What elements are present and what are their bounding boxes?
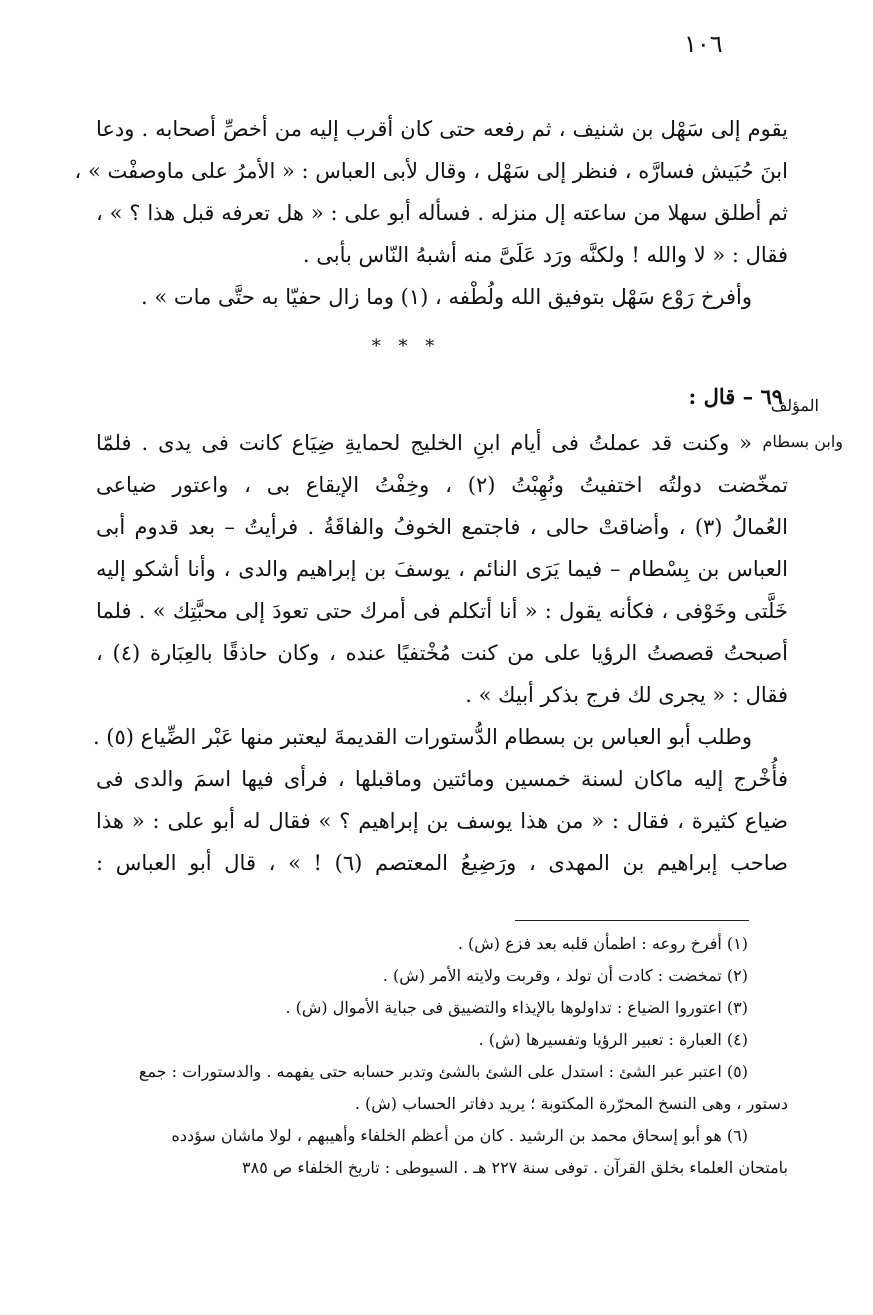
margin-note-author: المؤلف: [770, 396, 819, 415]
footnote: (٦) هو أبو إسحاق محمد بن الرشيد . كان من أعظم الخلفاء وأهيبهم ، لولا ماشان سؤدده: [171, 1126, 748, 1145]
margin-note-ibn-bistam: وابن بسطام: [762, 432, 843, 451]
text-line: أصبحتُ قصصتُ الرؤيا على من كنت مُخْتفيًا عنده ، وكان حاذقًا بالعِبَارة (٤) ،: [96, 641, 788, 665]
section-one-text: [74, 108, 788, 318]
footnote: (٥) اعتبر عبر الشئ : استدل على الشئ بالشئ وتدبر حسابه حتى يفهمه . والدستورات : جمع: [138, 1062, 748, 1081]
text-line: فقال : « لا والله ! ولكنَّه ورَد عَلَىَّ منه أشبهُ النّاس بأبى .: [302, 243, 788, 267]
text-line: تمخّضت دولتُه اختفيتُ ونُهِبْتُ (٢) ، وخِفْتُ الإيقاع بى ، واعتور ضياعى: [96, 473, 788, 497]
section-two-text: [92, 422, 788, 884]
footnote-continuation: دستور ، وهى النسخ المحرّرة المكتوبة ؛ يريد دفاتر الحساب (ش) .: [354, 1094, 788, 1113]
text-line: العباس بن بِسْطام – فيما يَرَى النائم ، يوسفَ بن إبراهيم والدى ، وأنا أشكو إليه: [96, 557, 788, 581]
footnote-divider: [515, 920, 749, 921]
text-line: فأُخْرج إليه ماكان لسنة خمسين ومائتين وماقبلها ، فرأى فيها اسمَ والدى فى: [96, 767, 788, 791]
page-number: ١٠٦: [684, 30, 723, 58]
text-line: فقال : « يجرى لك فرج بذكر أبيك » .: [465, 683, 788, 707]
section-separator: * * *: [371, 336, 441, 357]
text-line: وأفرخ رَوْع سَهْل بتوفيق الله ولُطْفه ، (١) وما زال حفيّا به حتَّى مات » .: [141, 285, 752, 309]
text-line: خَلَّتى وخَوْفى ، فكأنه يقول : « أنا أتكلم فى أمرك حتى تعودَ إلى محبَّتِك » . فلما: [96, 599, 788, 623]
footnote: (٢) تمخضت : كادت أن تولد ، وقربت ولايته الأمر (ش) .: [382, 966, 748, 985]
text-line: ابنَ حُبَيش فسارَّه ، فنظر إلى سَهْل ، وقال لأبى العباس : « الأمرُ على ماوصفْت » ،: [74, 159, 788, 183]
footnote: (٤) العبارة : تعبير الرؤيا وتفسيرها (ش) .: [478, 1030, 748, 1049]
text-line: ضياع كثيرة ، فقال : « من هذا يوسف بن إبراهيم ؟ » فقال له أبو على : « هذا: [96, 809, 788, 833]
footnote: (١) أفرخ روعه : اطمأن قلبه بعد فزع (ش) .: [457, 934, 748, 953]
text-line: ثم أطلق سهلا من ساعته إل منزله . فسأله أبو على : « هل تعرفه قبل هذا ؟ » ،: [96, 201, 788, 225]
footnote-continuation: بامتحان العلماء بخلق القرآن . توفى سنة ٢٢٧ هـ . السيوطى : تاريخ الخلفاء ص ٣٨٥: [242, 1158, 788, 1177]
text-line: يقوم إلى سَهْل بن شنيف ، ثم رفعه حتى كان أقرب إليه من أخصِّ أصحابه . ودعا: [96, 117, 788, 141]
text-line: « وكنت قد عملتُ فى أيام ابنِ الخليج لحمايةِ ضِيَاع كانت فى يدى . فلمّا: [96, 431, 752, 455]
section-heading: ٦٩ – قال :: [688, 384, 783, 409]
text-line: صاحب إبراهيم بن المهدى ، ورَضِيعُ المعتصم (٦) ! » ، قال أبو العباس :: [96, 851, 788, 875]
footnotes: [48, 928, 788, 1184]
text-line: العُمالُ (٣) ، وأضاقتْ حالى ، فاجتمع الخوفُ والفاقَةُ . فرأيتُ – بعد قدوم أبى: [96, 515, 788, 539]
footnote: (٣) اعتوروا الضياع : تداولوها بالإيذاء والتضييق فى جباية الأموال (ش) .: [285, 998, 748, 1017]
text-line: وطلب أبو العباس بن بسطام الدُّستورات القديمةَ ليعتبر منها عَبْر الضِّياع (٥) .: [92, 725, 752, 749]
